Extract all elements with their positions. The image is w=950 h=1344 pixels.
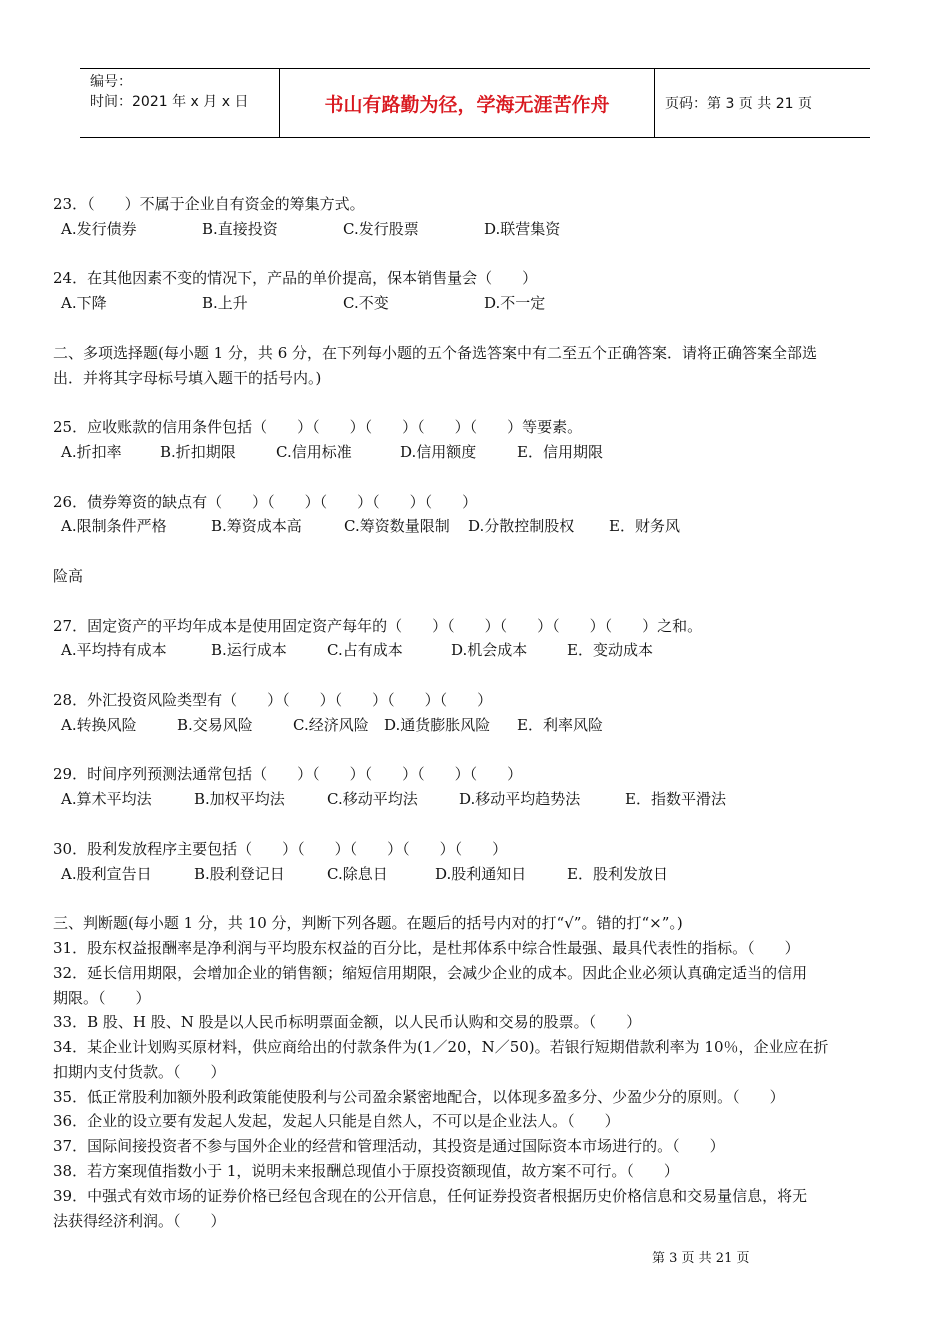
- option: E．股利发放日: [567, 864, 668, 883]
- option: D.不一定: [484, 294, 546, 313]
- option: B.折扣期限: [160, 442, 236, 461]
- option: D.联营集资: [484, 219, 561, 238]
- option: A.发行债券: [61, 219, 137, 238]
- option: C.不变: [343, 294, 389, 313]
- option: C.占有成本: [327, 641, 403, 660]
- option: C.除息日: [327, 864, 388, 883]
- options-26: [53, 514, 899, 539]
- option: B.筹资成本高: [211, 517, 302, 536]
- option: C.信用标准: [276, 442, 352, 461]
- option: D.分散控制股权: [468, 517, 575, 536]
- options-25: [53, 440, 899, 465]
- section-3-heading: 三、判断题(每小题 1 分，共 10 分，判断下列各题。在题后的括号内对的打“√”。错的打“×”。): [53, 914, 683, 933]
- option: A.转换风险: [61, 715, 137, 734]
- header-page-label: 页码：第 3 页 共 21 页: [665, 96, 812, 112]
- page-header: [80, 68, 870, 138]
- tf-item-cont: 法获得经济利润。（ ）: [53, 1211, 226, 1230]
- option: E．利率风险: [517, 715, 603, 734]
- option: B.直接投资: [202, 219, 278, 238]
- question-25: 25．应收账款的信用条件包括（ ）（ ）（ ）（ ）（ ）等要素。: [53, 418, 583, 437]
- option: B.运行成本: [211, 641, 287, 660]
- document-body: [53, 192, 899, 1233]
- question-27: 27．固定资产的平均年成本是使用固定资产每年的（ ）（ ）（ ）（ ）（ ）之和。: [53, 616, 703, 635]
- option: D.股利通知日: [435, 864, 527, 883]
- option: D.通货膨胀风险: [384, 715, 491, 734]
- option: A.股利宣告日: [61, 864, 152, 883]
- option: A.算术平均法: [61, 790, 152, 809]
- options-30: [53, 862, 899, 887]
- header-motto: 书山有路勤为径，学海无涯苦作舟: [280, 69, 655, 137]
- section-2-heading-cont: 出．并将其字母标号填入题干的括号内。): [53, 368, 322, 387]
- question-28: 28．外汇投资风险类型有（ ）（ ）（ ）（ ）（ ）: [53, 690, 493, 709]
- options-29: [53, 787, 899, 812]
- option: B.加权平均法: [194, 790, 285, 809]
- option: A.平均持有成本: [61, 641, 167, 660]
- header-meta: [80, 69, 280, 137]
- option: C.发行股票: [343, 219, 419, 238]
- option: E．财务风: [609, 517, 680, 536]
- option: A.限制条件严格: [61, 517, 167, 536]
- section-2-heading: 二、多项选择题(每小题 1 分，共 6 分，在下列每小题的五个备选答案中有二至五个正确答案．请将正确答案全部选: [53, 343, 818, 362]
- option: B.股利登记日: [194, 864, 285, 883]
- question-26: 26．债券筹资的缺点有（ ）（ ）（ ）（ ）（ ）: [53, 492, 478, 511]
- tf-item: 35．低正常股利加额外股利政策能使股利与公司盈余紧密地配合，以体现多盈多分、少盈少分的原则。（ ）: [53, 1087, 785, 1106]
- option: A.下降: [61, 294, 107, 313]
- option: B.交易风险: [177, 715, 253, 734]
- option: A.折扣率: [61, 442, 122, 461]
- tf-item: 38．若方案现值指数小于 1，说明未来报酬总现值小于原投资额现值，故方案不可行。（ ）: [53, 1162, 679, 1181]
- page-footer: 第 3 页 共 21 页: [652, 1251, 750, 1266]
- option: C.移动平均法: [327, 790, 418, 809]
- options-28: [53, 713, 899, 738]
- tf-item-cont: 期限。（ ）: [53, 988, 151, 1007]
- options-23: [53, 217, 899, 242]
- question-23: 23．（ ）不属于企业自有资金的筹集方式。: [53, 195, 365, 213]
- option: E．变动成本: [567, 641, 653, 660]
- option: D.移动平均趋势法: [459, 790, 581, 809]
- option: E．信用期限: [517, 442, 603, 461]
- question-30: 30．股利发放程序主要包括（ ）（ ）（ ）（ ）（ ）: [53, 839, 508, 858]
- option: C.筹资数量限制: [344, 517, 450, 536]
- tf-item: 39．中强式有效市场的证券价格已经包含现在的公开信息，任何证券投资者根据历史价格信息和交易量信息，将无: [53, 1186, 808, 1205]
- question-29: 29．时间序列预测法通常包括（ ）（ ）（ ）（ ）（ ）: [53, 765, 523, 784]
- option: D.信用额度: [400, 442, 477, 461]
- tf-item: 33．B 股、H 股、N 股是以人民币标明票面金额，以人民币认购和交易的股票。（ ）: [53, 1013, 642, 1032]
- question-24: 24．在其他因素不变的情况下，产品的单价提高，保本销售量会（ ）: [53, 269, 538, 288]
- option: C.经济风险: [293, 715, 369, 734]
- question-26-continued: 险高: [53, 566, 84, 585]
- option: B.上升: [202, 294, 248, 313]
- tf-item: 34．某企业计划购买原材料，供应商给出的付款条件为(1／20，N／50)。若银行短期借款利率为 10％，企业应在折: [53, 1038, 829, 1057]
- option: E．指数平滑法: [625, 790, 726, 809]
- tf-item: 36．企业的设立要有发起人发起，发起人只能是自然人，不可以是企业法人。（ ）: [53, 1112, 620, 1131]
- option: D.机会成本: [451, 641, 528, 660]
- options-24: [53, 291, 899, 316]
- number-label: 编号：: [90, 74, 132, 90]
- tf-item-cont: 扣期内支付货款。（ ）: [53, 1062, 226, 1081]
- time-label: 时间：2021 年 x 月 x 日: [90, 94, 249, 110]
- tf-item: 37．国际间接投资者不参与国外企业的经营和管理活动，其投资是通过国际资本市场进行的。（ ）: [53, 1137, 725, 1156]
- tf-item: 31．股东权益报酬率是净利润与平均股东权益的百分比，是杜邦体系中综合性最强、最具代表性的指标。（ ）: [53, 938, 800, 957]
- tf-item: 32．延长信用期限，会增加企业的销售额；缩短信用期限，会减少企业的成本。因此企业必须认真确定适当的信用: [53, 963, 808, 982]
- options-27: [53, 638, 899, 663]
